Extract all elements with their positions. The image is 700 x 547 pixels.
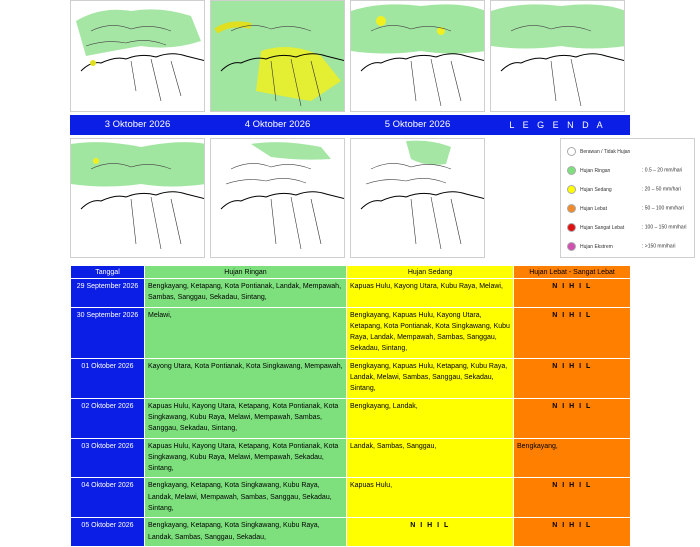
legend-item-sedang xyxy=(567,185,681,196)
circle-swatch-icon xyxy=(567,185,576,194)
cell-ringan: Kayong Utara, Kota Pontianak, Kota Singkawang, Mempawah, xyxy=(145,358,347,398)
cell-sedang: Kapuas Hulu, Kayong Utara, Kubu Raya, Melawi, xyxy=(347,279,514,308)
table-row xyxy=(71,307,631,358)
cell-lebat: N I H I L xyxy=(514,307,631,358)
cell-sedang: Bengkayang, Kapuas Hulu, Ketapang, Kubu Raya, Landak, Melawi, Sambas, Sanggau, Sekadau, Sintang, xyxy=(347,358,514,398)
table-row xyxy=(71,279,631,308)
circle-swatch-icon xyxy=(567,166,576,175)
cell-ringan: Bengkayang, Ketapang, Kota Singkawang, Kubu Raya, Landak, Sambas, Sanggau, Sekadau, xyxy=(145,518,347,547)
cell-sedang: Bengkayang, Kapuas Hulu, Kayong Utara, Ketapang, Kota Pontianak, Kota Singkawang, Kubu Raya, Landak, Mempawah, Sambas, Sanggau, Sekadau, Sintang, xyxy=(347,307,514,358)
cell-lebat: N I H I L xyxy=(514,478,631,518)
cell-lebat: Bengkayang, xyxy=(514,438,631,478)
map-panel-2 xyxy=(210,0,345,112)
legend xyxy=(560,138,695,258)
cell-lebat: N I H I L xyxy=(514,279,631,308)
map-panel-1 xyxy=(70,0,205,112)
circle-swatch-icon xyxy=(567,223,576,232)
map-panel-7 xyxy=(350,138,485,258)
map-panel-3 xyxy=(350,0,485,112)
cell-lebat: N I H I L xyxy=(514,518,631,547)
table-row xyxy=(71,438,631,478)
cell-sedang: Kapuas Hulu, xyxy=(347,478,514,518)
legend-label: Hujan Sangat Lebat xyxy=(580,224,625,231)
legend-range: : 0.5 – 20 mm/hari xyxy=(642,167,683,174)
legend-label: Hujan Lebat xyxy=(580,205,607,212)
cell-date: 05 Oktober 2026 xyxy=(71,518,145,547)
legend-title: L E G E N D A xyxy=(509,120,606,130)
table-row xyxy=(71,398,631,438)
date-bar xyxy=(70,115,630,135)
table-row xyxy=(71,518,631,547)
legend-item-lebat xyxy=(567,204,684,215)
cell-ringan: Melawi, xyxy=(145,307,347,358)
cell-sedang: N I H I L xyxy=(347,518,514,547)
legend-label: Hujan Ekstrem xyxy=(580,243,613,250)
cell-lebat: N I H I L xyxy=(514,398,631,438)
header-tanggal: Tanggal xyxy=(71,266,145,279)
date-label-3: 5 Oktober 2026 xyxy=(384,119,451,130)
legend-item-ringan xyxy=(567,166,682,177)
cell-sedang: Landak, Sambas, Sanggau, xyxy=(347,438,514,478)
legend-range: : 50 – 100 mm/hari xyxy=(642,205,684,212)
cell-lebat: N I H I L xyxy=(514,358,631,398)
cell-ringan: Bengkayang, Ketapang, Kota Pontianak, Landak, Mempawah, Sambas, Sanggau, Sekadau, Sintang, xyxy=(145,279,347,308)
map-panel-4 xyxy=(490,0,625,112)
legend-label: Hujan Sedang xyxy=(580,186,612,193)
table-row xyxy=(71,478,631,518)
cell-date: 29 September 2026 xyxy=(71,279,145,308)
circle-swatch-icon xyxy=(567,147,576,156)
cell-ringan: Kapuas Hulu, Kayong Utara, Ketapang, Kota Pontianak, Kota Singkawang, Kubu Raya, Melawi, Mempawah, Sekadau, Sintang, xyxy=(145,438,347,478)
legend-item-berawan xyxy=(567,147,642,158)
cell-sedang: Bengkayang, Landak, xyxy=(347,398,514,438)
table-header-row xyxy=(71,266,631,279)
header-hujan-sedang: Hujan Sedang xyxy=(347,266,514,279)
date-label-2: 4 Oktober 2026 xyxy=(244,119,311,130)
legend-range: : 20 – 50 mm/hari xyxy=(642,186,681,193)
forecast-table xyxy=(70,265,631,547)
cell-ringan: Bengkayang, Ketapang, Kota Singkawang, Kubu Raya, Landak, Melawi, Mempawah, Sambas, Sanggau, Sekadau, Sintang, xyxy=(145,478,347,518)
legend-item-sangat-lebat xyxy=(567,223,686,234)
legend-label: Berawan / Tidak Hujan xyxy=(580,148,631,155)
date-label-1: 3 Oktober 2026 xyxy=(104,119,171,130)
legend-label: Hujan Ringan xyxy=(580,167,611,174)
circle-swatch-icon xyxy=(567,204,576,213)
map-panel-6 xyxy=(210,138,345,258)
cell-date: 04 Oktober 2026 xyxy=(71,478,145,518)
header-hujan-lebat: Hujan Lebat - Sangat Lebat xyxy=(514,266,631,279)
table-row xyxy=(71,358,631,398)
circle-swatch-icon xyxy=(567,242,576,251)
legend-range: : >150 mm/hari xyxy=(642,243,676,250)
forecast-maps xyxy=(70,0,687,262)
map-panel-5 xyxy=(70,138,205,258)
legend-item-ekstrem xyxy=(567,242,676,253)
cell-date: 03 Oktober 2026 xyxy=(71,438,145,478)
legend-range: : 100 – 150 mm/hari xyxy=(642,224,687,231)
cell-ringan: Kapuas Hulu, Kayong Utara, Ketapang, Kota Pontianak, Kota Singkawang, Kubu Raya, Melawi, Mempawah, Sambas, Sanggau, Sekadau, Sintang, xyxy=(145,398,347,438)
cell-date: 30 September 2026 xyxy=(71,307,145,358)
header-hujan-ringan: Hujan Ringan xyxy=(145,266,347,279)
cell-date: 02 Oktober 2026 xyxy=(71,398,145,438)
cell-date: 01 Oktober 2026 xyxy=(71,358,145,398)
